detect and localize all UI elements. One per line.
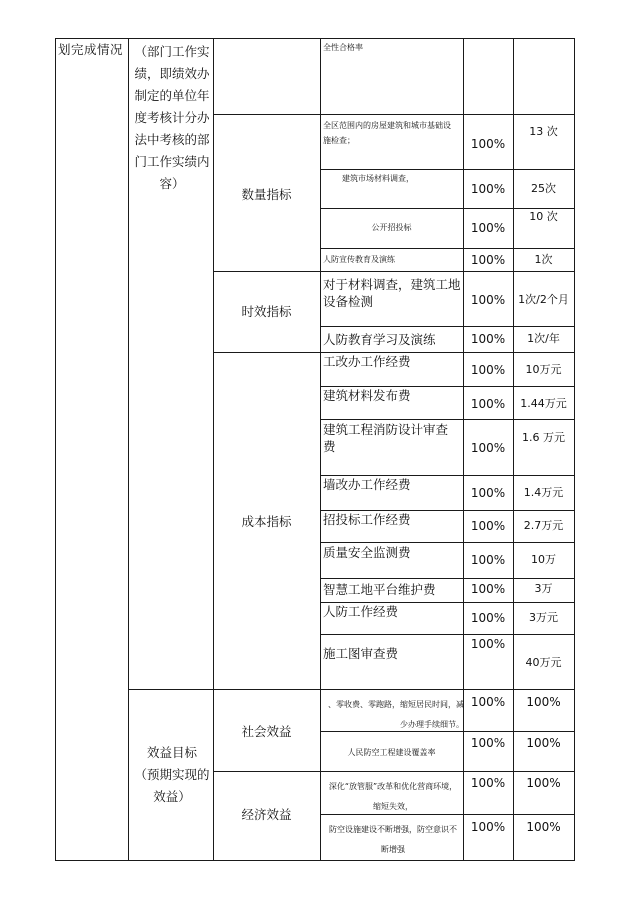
target-percentage: 100% <box>470 397 506 411</box>
row-divider <box>320 169 575 170</box>
indicator-item: 人民防空工程建设覆盖率 <box>347 748 436 757</box>
indicator-item: 人防宣传教育及演练 <box>323 255 395 264</box>
target-value: 1.4万元 <box>523 486 564 499</box>
indicator-item: 公开招投标 <box>371 223 412 232</box>
target-value: 10万 <box>531 553 556 566</box>
row-divider <box>320 634 575 635</box>
target-percentage: 100% <box>470 363 506 377</box>
indicator-item: 对于材料调查，建筑工地 设备检测 <box>323 277 461 309</box>
col-divider-1 <box>128 38 129 861</box>
category-divider-1 <box>213 114 575 115</box>
target-value: 100% <box>526 776 561 790</box>
row-divider <box>320 248 575 249</box>
target-percentage: 100% <box>470 776 506 790</box>
target-percentage: 100% <box>470 293 506 307</box>
target-value: 10万元 <box>525 363 562 376</box>
target-percentage: 100% <box>470 253 506 267</box>
indicator-item: 全区范围内的房屋建筑和城市基础设 施检查； <box>323 121 451 145</box>
target-value: 100% <box>526 820 561 834</box>
row-divider <box>320 419 575 420</box>
target-percentage: 100% <box>470 441 506 455</box>
target-value: 1.44万元 <box>520 397 567 410</box>
indicator-item: 工改办工作经费 <box>323 354 411 369</box>
target-value: 3万 <box>534 582 553 595</box>
target-value: 100% <box>526 736 561 750</box>
row-divider <box>320 542 575 543</box>
table-border-right <box>574 38 575 861</box>
row-divider <box>320 326 575 327</box>
target-value: 10 次 <box>529 210 558 223</box>
target-percentage: 100% <box>470 137 506 151</box>
target-value: 25次 <box>531 182 556 195</box>
target-value: 3万元 <box>529 611 558 624</box>
row-divider <box>320 578 575 579</box>
category-divider-2 <box>213 271 575 272</box>
group-divider <box>128 689 575 690</box>
category-quantity: 数量指标 <box>241 187 292 202</box>
indicator-item: 建筑市场材料调查， <box>342 174 414 183</box>
department-performance-label: （部门工作实 绩，即绩效办 制定的单位年 度考核计分办 法中考核的部 门工作实绩内 容） <box>134 44 210 191</box>
table-border-bottom <box>55 860 575 861</box>
indicator-item: 质量安全监测费 <box>323 545 411 560</box>
target-value: 1次/2个月 <box>518 293 569 306</box>
target-value: 1次/年 <box>527 332 560 345</box>
indicator-item: 、零收费、零跑路，缩短居民时间，减 少办理手续细节。 <box>328 700 464 729</box>
category-time: 时效指标 <box>241 304 292 319</box>
table-border-top <box>55 38 575 39</box>
target-percentage: 100% <box>470 736 506 750</box>
category-cost: 成本指标 <box>241 514 292 529</box>
target-value: 40万元 <box>525 656 562 669</box>
indicator-item: 人防教育学习及演练 <box>323 332 436 347</box>
target-value: 2.7万元 <box>523 519 564 532</box>
target-percentage: 100% <box>470 582 506 596</box>
target-percentage: 100% <box>470 611 506 625</box>
indicator-item: 全性合格率 <box>323 43 363 52</box>
indicator-item: 建筑工程消防设计审查 费 <box>323 422 449 454</box>
target-value: 1次 <box>534 253 553 266</box>
table-border-left <box>55 38 56 861</box>
target-percentage: 100% <box>470 637 506 651</box>
indicator-item: 智慧工地平台维护费 <box>323 582 436 597</box>
benefit-target-label: 效益目标 （预期实现的 效益） <box>134 745 210 804</box>
column-heading-completion: 划完成情况 <box>58 42 124 57</box>
target-value: 100% <box>526 695 561 709</box>
target-percentage: 100% <box>470 519 506 533</box>
category-social: 社会效益 <box>241 724 292 739</box>
indicator-item: 防空设施建设不断增强，防空意识不 断增强 <box>329 825 457 854</box>
indicator-item: 墙改办工作经费 <box>323 477 411 492</box>
indicator-item: 人防工作经费 <box>323 604 399 619</box>
target-percentage: 100% <box>470 332 506 346</box>
target-percentage: 100% <box>470 820 506 834</box>
target-value: 13 次 <box>529 125 558 138</box>
indicator-item: 建筑材料发布费 <box>323 388 411 403</box>
indicator-item: 深化“放管服”改革和优化营商环境， 缩短失效， <box>328 782 458 811</box>
indicator-item: 施工图审查费 <box>323 646 399 661</box>
category-divider-4 <box>213 771 575 772</box>
target-value: 1.6 万元 <box>522 431 565 444</box>
target-percentage: 100% <box>470 553 506 567</box>
target-percentage: 100% <box>470 182 506 196</box>
category-economic: 经济效益 <box>241 807 292 822</box>
target-percentage: 100% <box>470 221 506 235</box>
indicator-item: 招投标工作经费 <box>323 512 411 527</box>
target-percentage: 100% <box>470 695 506 709</box>
col-divider-3 <box>320 38 321 861</box>
target-percentage: 100% <box>470 486 506 500</box>
